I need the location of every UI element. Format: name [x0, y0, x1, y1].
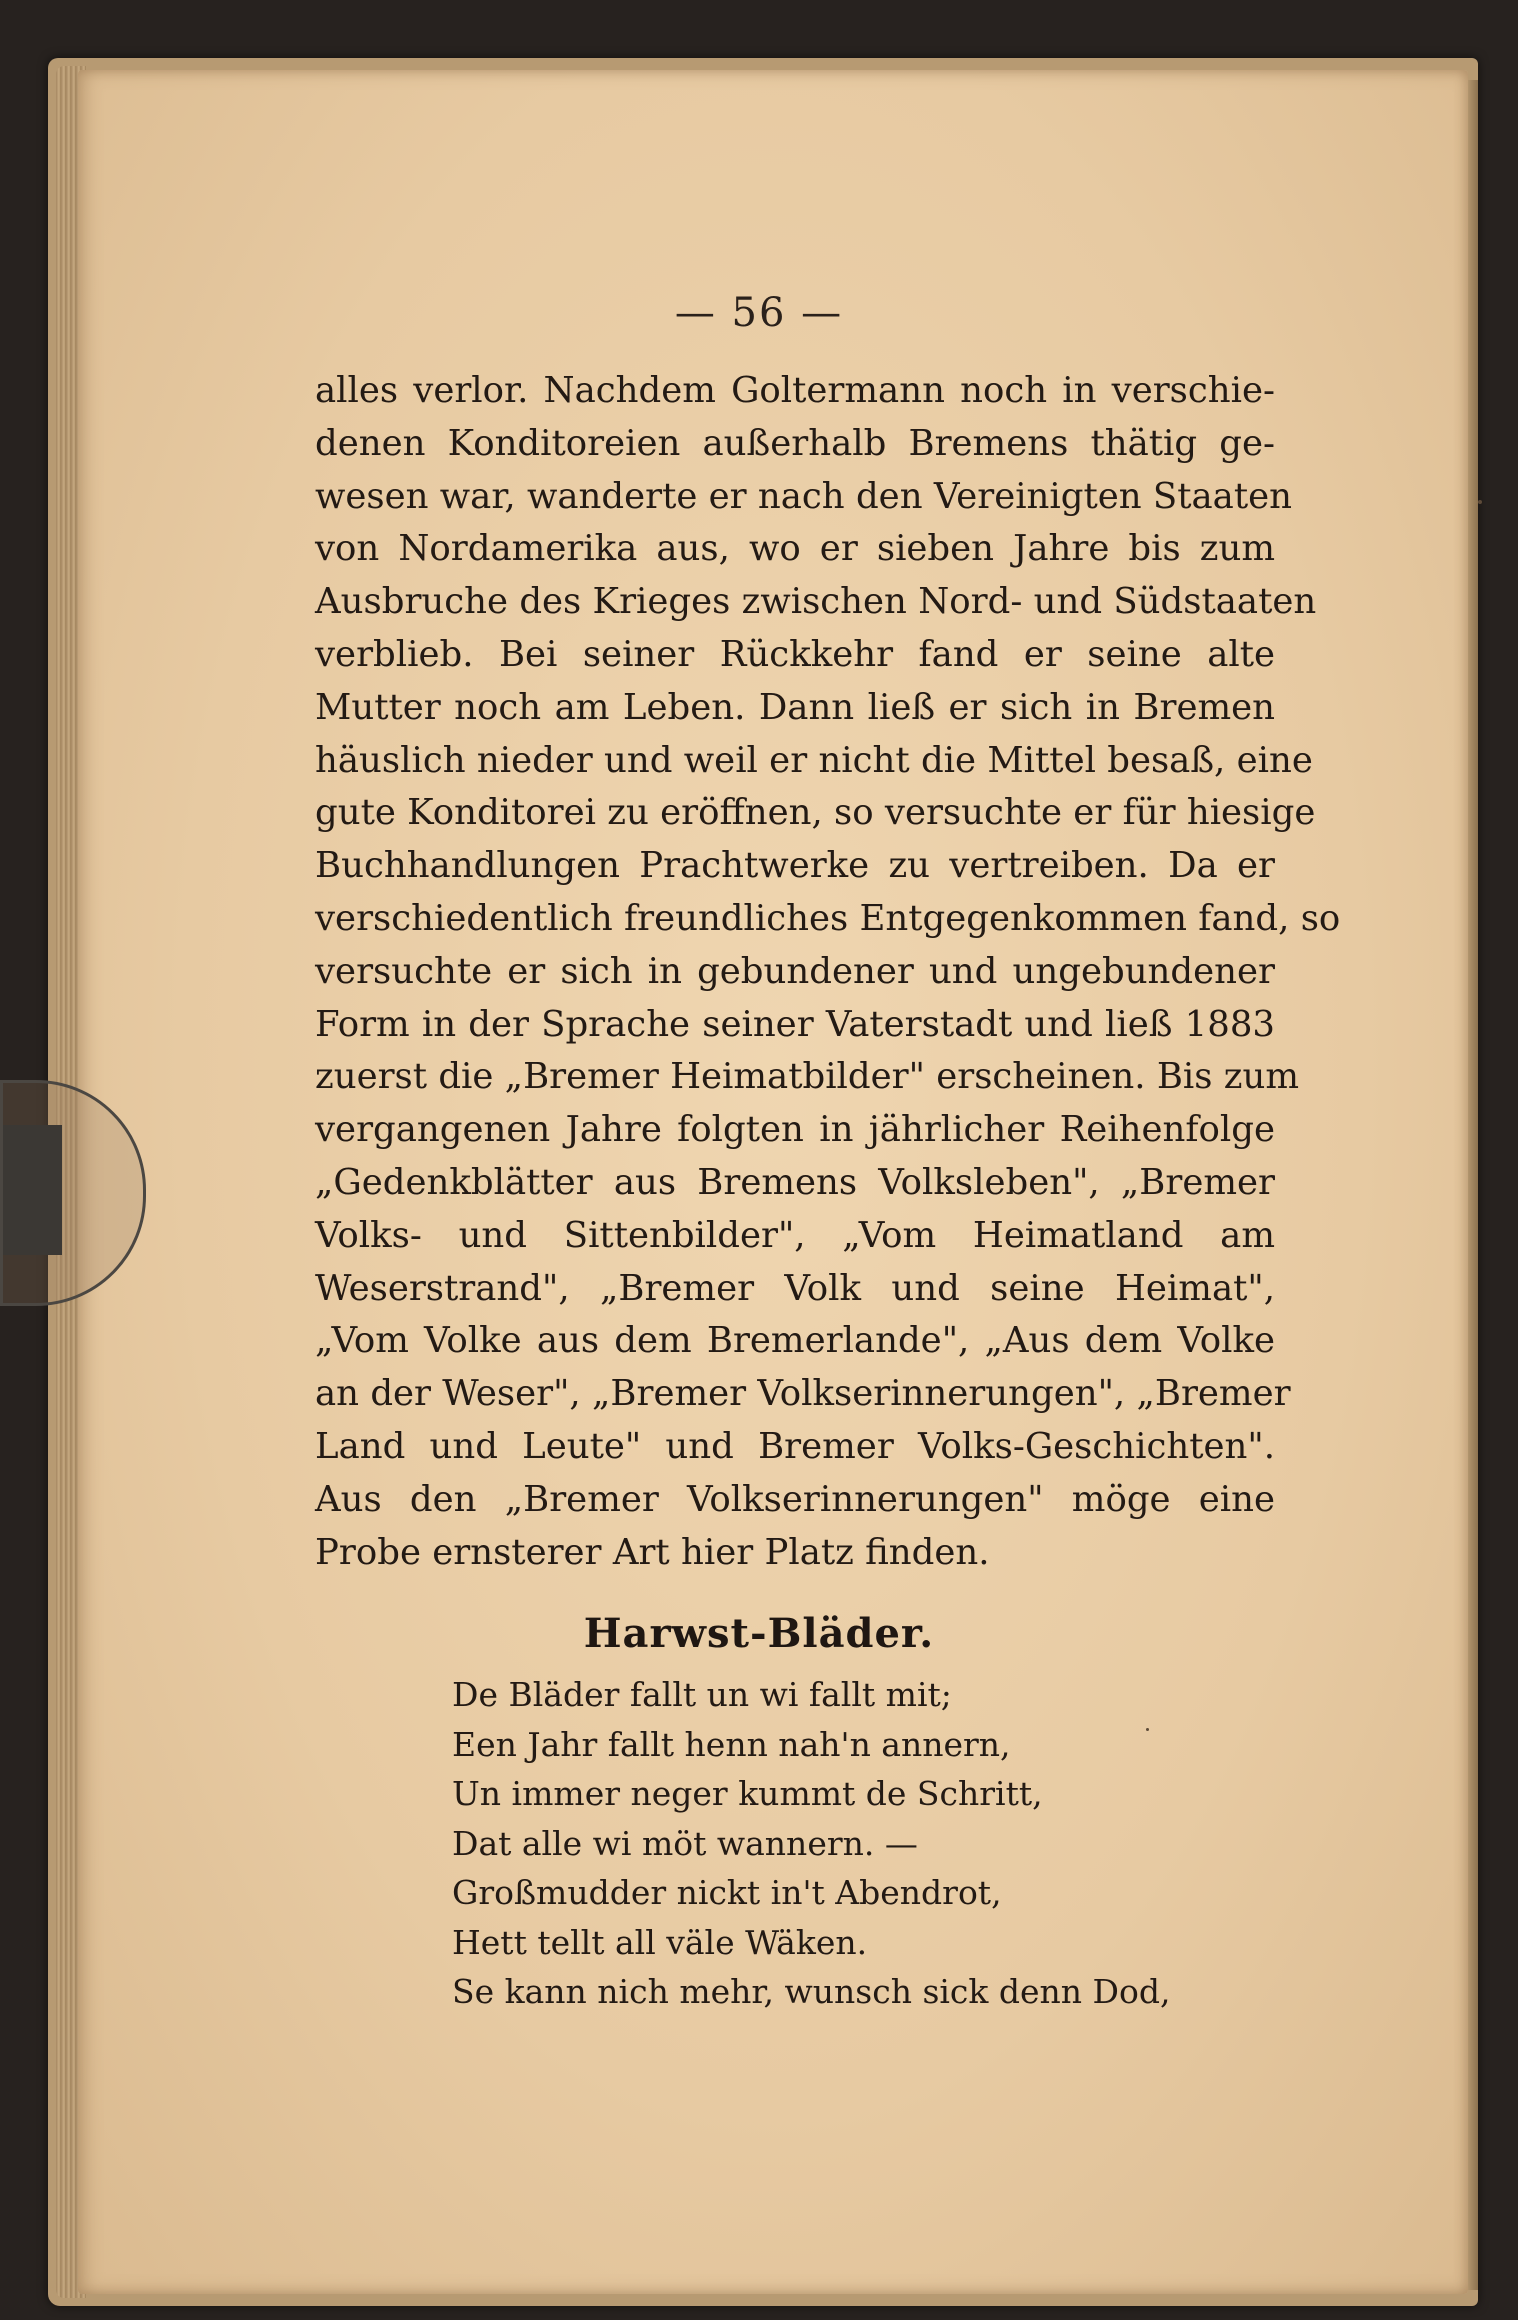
text-line: gute Konditorei zu eröffnen, so versuchte er für hiesige — [315, 792, 1316, 834]
poem-verse: Hett tellt all väle Wäken. — [452, 1922, 868, 1962]
poem-verse: Großmudder nickt in't Abendrot, — [452, 1873, 1002, 1912]
text-line: Probe ernsterer Art hier Platz finden. — [315, 1531, 990, 1573]
text-line: verschiedentlich freundliches Entgegenkommen fand, so — [315, 897, 1341, 939]
text-line: von Nordamerika aus, wo er sieben Jahre bis zum — [315, 528, 1275, 570]
text-line: Ausbruche des Krieges zwischen Nord- und Südstaaten — [315, 581, 1317, 623]
text-line: an der Weser", „Bremer Volkserinnerungen", „Bremer — [315, 1373, 1291, 1415]
poem-title: Harwst-Bläder. — [583, 1610, 935, 1657]
text-line: Mutter noch am Leben. Dann ließ er sich in Bremen — [315, 686, 1275, 728]
paper-speck — [1478, 500, 1482, 504]
poem — [452, 1670, 1171, 2017]
text-line: versuchte er sich in gebundener und ungebundener — [315, 950, 1275, 992]
body-paragraph — [315, 365, 1341, 1579]
text-line: vergangenen Jahre folgten in jährlicher Reihenfolge — [315, 1109, 1275, 1151]
text-line: „Vom Volke aus dem Bremerlande", „Aus dem Volke — [315, 1320, 1275, 1362]
text-line: „Gedenkblätter aus Bremens Volksleben", „Bremer — [315, 1161, 1275, 1203]
poem-verse: Dat alle wi möt wannern. — — [452, 1823, 918, 1863]
text-line: verblieb. Bei seiner Rückkehr fand er seine alte — [315, 633, 1275, 675]
text-line: Aus den „Bremer Volkserinnerungen" möge eine — [315, 1478, 1275, 1520]
poem-verse: Se kann nich mehr, wunsch sick denn Dod, — [452, 1972, 1171, 2011]
poem-verse: De Bläder fallt un wi fallt mit; — [452, 1675, 952, 1714]
text-line: alles verlor. Nachdem Goltermann noch in verschie- — [315, 370, 1275, 411]
text-line: zuerst die „Bremer Heimatbilder" erscheinen. Bis zum — [315, 1056, 1300, 1098]
text-line: Buchhandlungen Prachtwerke zu vertreiben. Da er — [315, 845, 1275, 887]
text-line: Volks- und Sittenbilder", „Vom Heimatland am — [315, 1214, 1275, 1256]
text-line: Weserstrand", „Bremer Volk und seine Heimat", — [315, 1267, 1275, 1309]
page-number: — 56 — — [674, 290, 844, 336]
text-line: häuslich nieder und weil er nicht die Mittel besaß, eine — [315, 739, 1313, 781]
text-line: Land und Leute" und Bremer Volks-Geschichten". — [315, 1425, 1275, 1467]
poem-verse: Un immer neger kummt de Schritt, — [452, 1774, 1043, 1813]
text-line: Form in der Sprache seiner Vaterstadt und ließ 1883 — [315, 1003, 1275, 1045]
text-line: denen Konditoreien außerhalb Bremens thätig ge- — [315, 422, 1275, 464]
text-line: wesen war, wanderte er nach den Vereinigten Staaten — [315, 475, 1292, 517]
poem-verse: Een Jahr fallt henn nah'n annern, — [452, 1724, 1011, 1764]
